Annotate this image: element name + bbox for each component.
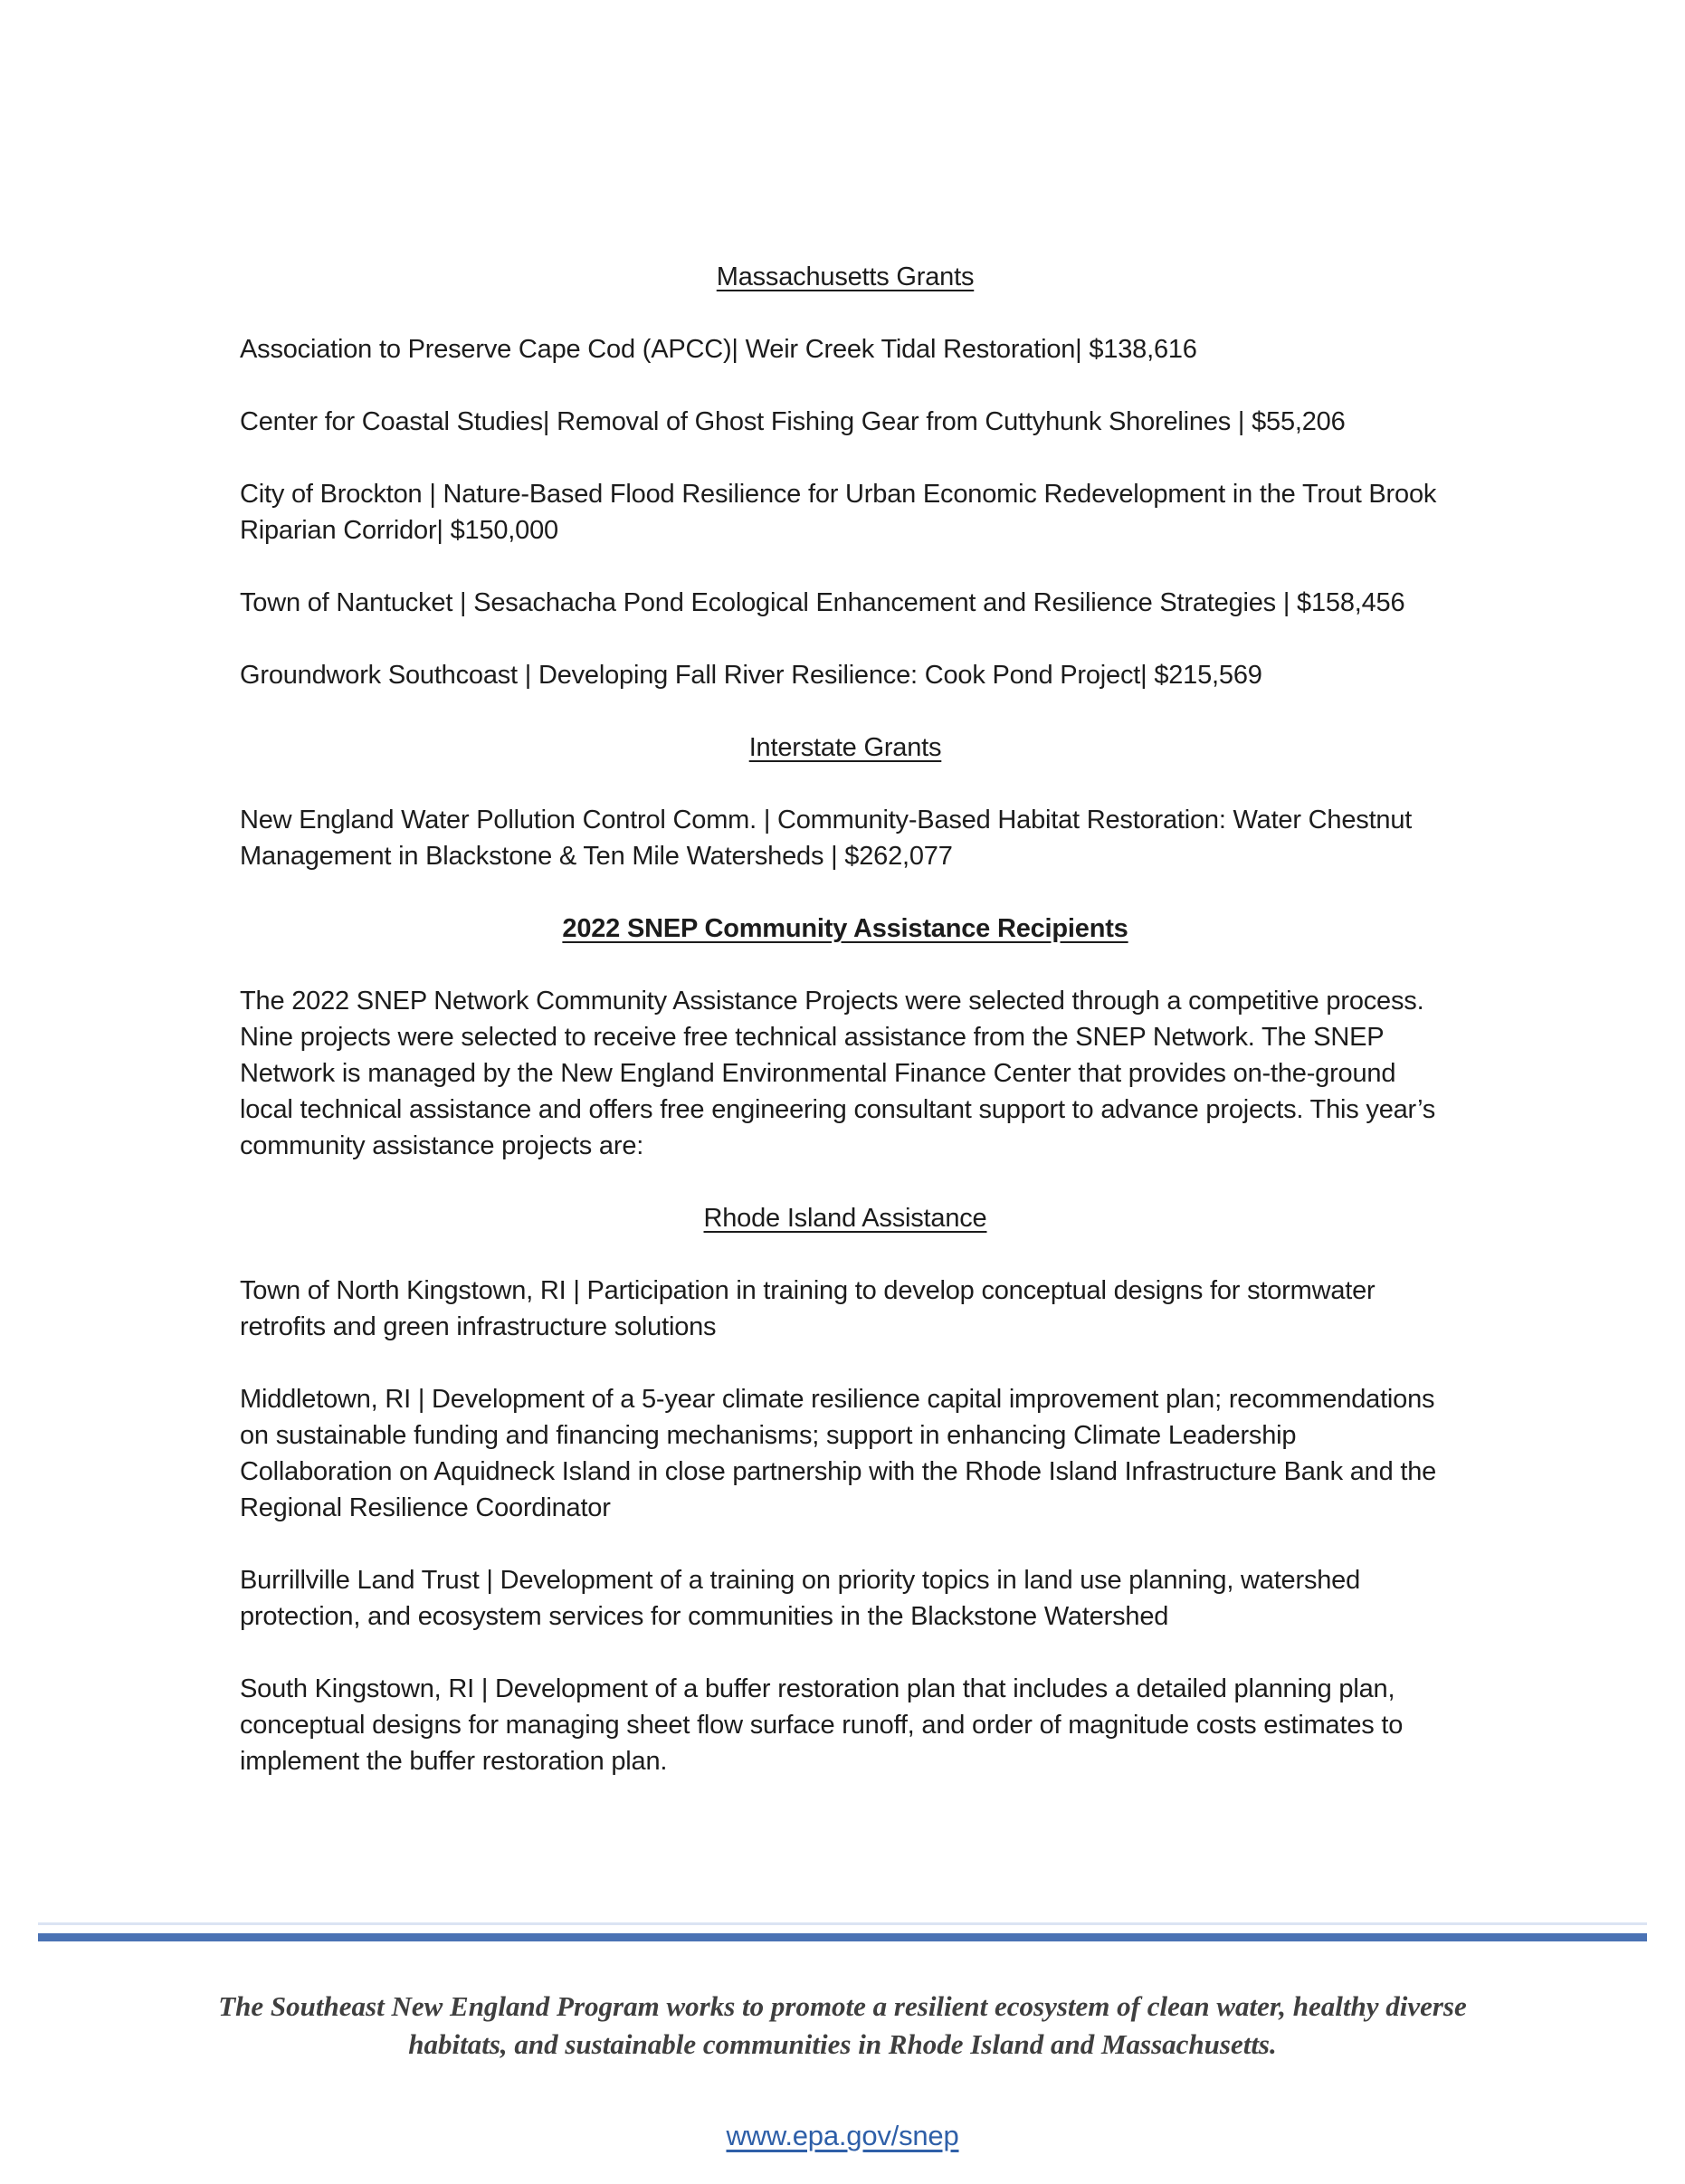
section-heading-massachusetts-grants: Massachusetts Grants <box>716 262 975 291</box>
grant-item-newpcc: New England Water Pollution Control Comm. | Community-Based Habitat Restoration: Water Chestnut Management in Blackstone & Ten Mile Watersheds | $262,077 <box>240 806 1413 871</box>
assistance-item-middletown: Middletown, RI | Development of a 5-year climate resilience capital improvement plan; recommendations on sustainable funding and financing mechanisms; support in enhancing Climate Leadership Collaboration on Aquidneck Island in close partnership with the Rhode Island Infrastructure Bank and the Regional Resilience Coordinator <box>240 1385 1437 1522</box>
assistance-item-burrillville: Burrillville Land Trust | Development of a training on priority topics in land use planning, watershed protection, and ecosystem services for communities in the Blackstone Watershed <box>240 1566 1361 1631</box>
grant-item-apcc: Association to Preserve Cape Cod (APCC)| Weir Creek Tidal Restoration| $138,616 <box>240 335 1197 364</box>
footer-link-row <box>0 2118 1685 2154</box>
footer-divider <box>38 1922 1647 1941</box>
assistance-item-south-kingstown: South Kingstown, RI | Development of a buffer restoration plan that includes a detailed planning plan, conceptual designs for managing sheet flow surface runoff, and order of magnitude costs estimates to implement the buffer restoration plan. <box>240 1674 1404 1776</box>
footer-divider-thin-line <box>38 1922 1647 1925</box>
section-heading-2022-snep-recipients: 2022 SNEP Community Assistance Recipients <box>562 914 1128 943</box>
section-heading-interstate-grants: Interstate Grants <box>748 733 942 762</box>
page-footer <box>0 1988 1685 2154</box>
snep-intro-paragraph: The 2022 SNEP Network Community Assistance Projects were selected through a competitive process. Nine projects were selected to receive free technical assistance from the SNEP Network. The SNEP Network is managed by the New England Environmental Finance Center that provides on-the-ground local technical assistance and offers free engineering consultant support to advance projects. This year’s community assistance projects are: <box>240 987 1436 1160</box>
grant-item-coastal-studies: Center for Coastal Studies| Removal of Ghost Fishing Gear from Cuttyhunk Shorelines | $55,206 <box>240 407 1346 436</box>
section-heading-rhode-island-assistance: Rhode Island Assistance <box>703 1204 987 1233</box>
snep-website-link[interactable]: www.epa.gov/snep <box>726 2120 959 2151</box>
grant-item-groundwork-southcoast: Groundwork Southcoast | Developing Fall River Resilience: Cook Pond Project| $215,569 <box>240 661 1262 690</box>
footer-divider-thick-line <box>38 1933 1647 1941</box>
grant-item-nantucket: Town of Nantucket | Sesachacha Pond Ecological Enhancement and Resilience Strategies | $158,456 <box>240 588 1405 617</box>
assistance-item-north-kingstown: Town of North Kingstown, RI | Participation in training to develop conceptual designs for stormwater retrofits and green infrastructure solutions <box>240 1276 1376 1341</box>
grant-item-brockton: City of Brockton | Nature-Based Flood Resilience for Urban Economic Redevelopment in the Trout Brook Riparian Corridor| $150,000 <box>240 480 1437 545</box>
program-tagline: The Southeast New England Program works to promote a resilient ecosystem of clean water, healthy diverse habitats, and sustainable communities in Rhode Island and Massachusetts. <box>218 1990 1467 2060</box>
